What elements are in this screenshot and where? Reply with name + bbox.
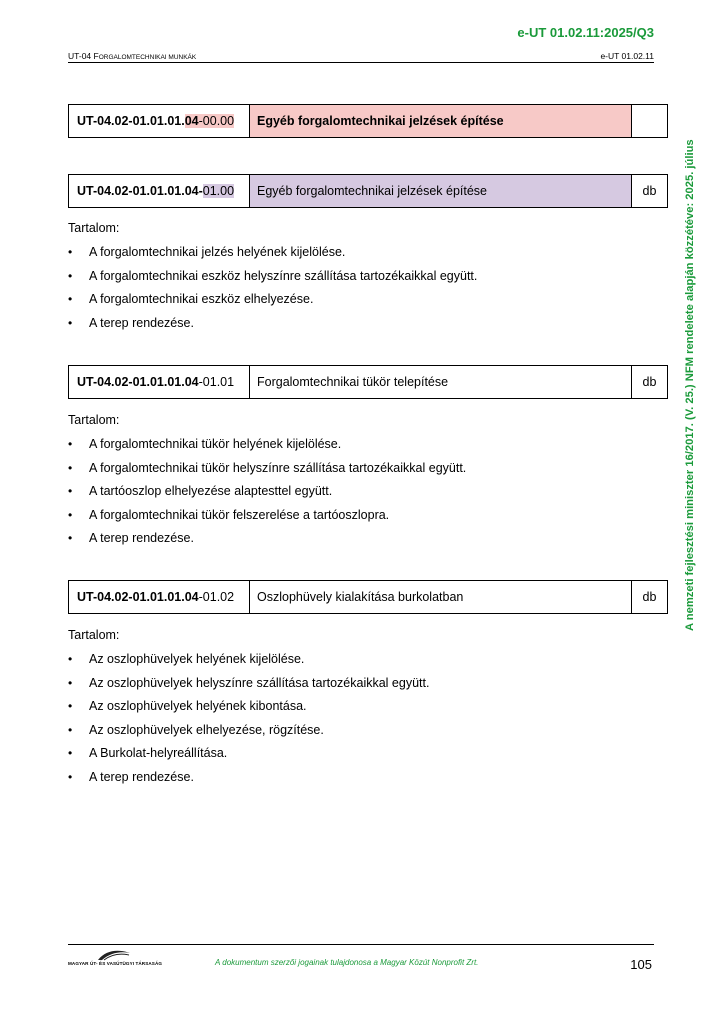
code-cell [69,175,250,207]
list-item [68,457,466,481]
unit-cell: db [642,375,657,389]
bullet-icon: • [68,746,73,760]
logo-text: MAGYAR ÚT- ÉS VASÚTÜGYI TÁRSASÁG [68,961,163,966]
code-suffix: -01.02 [198,590,235,604]
list-item-text: A forgalomtechnikai tükör felszerelése a tartóoszlopra. [89,507,390,522]
code-suffix: -00.00 [198,114,235,128]
list-item [68,766,429,790]
bullet-icon: • [68,699,73,713]
page-number: 105 [630,957,652,972]
content-label: Tartalom: [68,628,120,642]
chapter-title-main: UT-04 F [68,51,99,61]
code-row-01-01 [68,365,668,399]
list-item [68,672,429,696]
bullet-icon: • [68,315,73,330]
list-item-text: Az oszlophüvelyek helyszínre szállítása tartozékaikkal együtt. [89,675,430,690]
bullet-icon: • [68,245,73,259]
unit-cell [632,105,667,137]
code-row-01-02 [68,580,668,614]
list-item-text: Az oszlophüvelyek helyének kibontása. [89,699,307,713]
header-rule [68,62,654,63]
list-item [68,433,466,457]
bullet-icon: • [68,437,73,451]
list-item [68,288,477,312]
code-suffix: -01.01 [198,375,235,389]
list-item-text: A tartóoszlop elhelyezése alaptesttel együtt. [89,484,333,498]
bullet-icon: • [68,292,73,306]
bullet-icon: • [68,507,73,522]
list-item-text: Az oszlophüvelyek elhelyezése, rögzítése. [89,722,324,737]
footer-rule [68,944,654,945]
chapter-title [68,51,196,61]
description-cell: Egyéb forgalomtechnikai jelzések építése [250,175,632,207]
document-code: e-UT 01.02.11:2025/Q3 [517,25,654,40]
content-label: Tartalom: [68,413,120,427]
list-item-text: A terep rendezése. [89,315,194,330]
bullet-icon: • [68,652,73,666]
list-item [68,480,466,504]
content-label: Tartalom: [68,221,120,235]
bullet-icon: • [68,484,73,498]
code-row-00-00 [68,104,668,138]
list-item [68,648,429,672]
header-doc-ref: e-UT 01.02.11 [600,51,654,61]
copyright-note: A dokumentum szerzői jogainak tulajdonosa a Magyar Közút Nonprofit Zrt. [215,958,479,967]
unit-cell: db [642,184,657,198]
code-highlight: 04 [184,114,199,128]
list-item [68,265,477,289]
side-note-text: A nemzeti fejlesztési miniszter 16/2017. (V. 25.) NFM rendelete alapján közzétéve: 2025. július [684,139,696,631]
content-list-01-00 [68,241,477,335]
bullet-icon: • [68,460,73,475]
road-swoosh-icon [96,948,132,962]
code-prefix: UT-04.02-01.01.01.04 [77,375,199,389]
code-prefix: UT-04.02-01.01.01. [77,114,185,128]
list-item-text: A forgalomtechnikai tükör helyszínre szállítása tartozékaikkal együtt. [89,460,467,475]
list-item [68,504,466,528]
unit-cell: db [642,590,657,604]
bullet-icon: • [68,769,73,784]
list-item-text: A forgalomtechnikai tükör helyének kijelölése. [89,437,342,451]
list-item-text: A forgalomtechnikai eszköz helyszínre szállítása tartozékaikkal együtt. [89,268,478,283]
bullet-icon: • [68,268,73,283]
code-row-01-00 [68,174,668,208]
list-item [68,742,429,766]
society-logo [68,948,163,970]
bullet-icon: • [68,722,73,737]
code-prefix: UT-04.02-01.01.01.04 [77,590,199,604]
list-item-text: A terep rendezése. [89,531,194,545]
code-highlight: 01.00 [202,184,235,198]
list-item-text: A Burkolat-helyreállítása. [89,746,228,760]
list-item [68,719,429,743]
list-item [68,312,477,336]
description-cell: Egyéb forgalomtechnikai jelzések építése [250,105,632,137]
list-item-text: Az oszlophüvelyek helyének kijelölése. [89,652,305,666]
code-cell [69,105,250,137]
code-cell [69,366,250,398]
code-prefix: UT-04.02-01.01.01.04- [77,184,203,198]
content-list-01-01 [68,433,466,551]
bullet-icon: • [68,531,73,545]
list-item [68,241,477,265]
chapter-title-smallcaps: ORGALOMTECHNIKAI MUNKÁK [98,54,197,61]
list-item-text: A forgalomtechnikai eszköz elhelyezése. [89,292,314,306]
bullet-icon: • [68,675,73,690]
description-cell: Oszlophüvely kialakítása burkolatban [250,581,632,613]
list-item-text: A terep rendezése. [89,769,194,784]
content-list-01-02 [68,648,429,789]
list-item-text: A forgalomtechnikai jelzés helyének kijelölése. [89,245,346,259]
code-cell [69,581,250,613]
list-item [68,695,429,719]
description-cell: Forgalomtechnikai tükör telepítése [250,366,632,398]
list-item [68,527,466,551]
